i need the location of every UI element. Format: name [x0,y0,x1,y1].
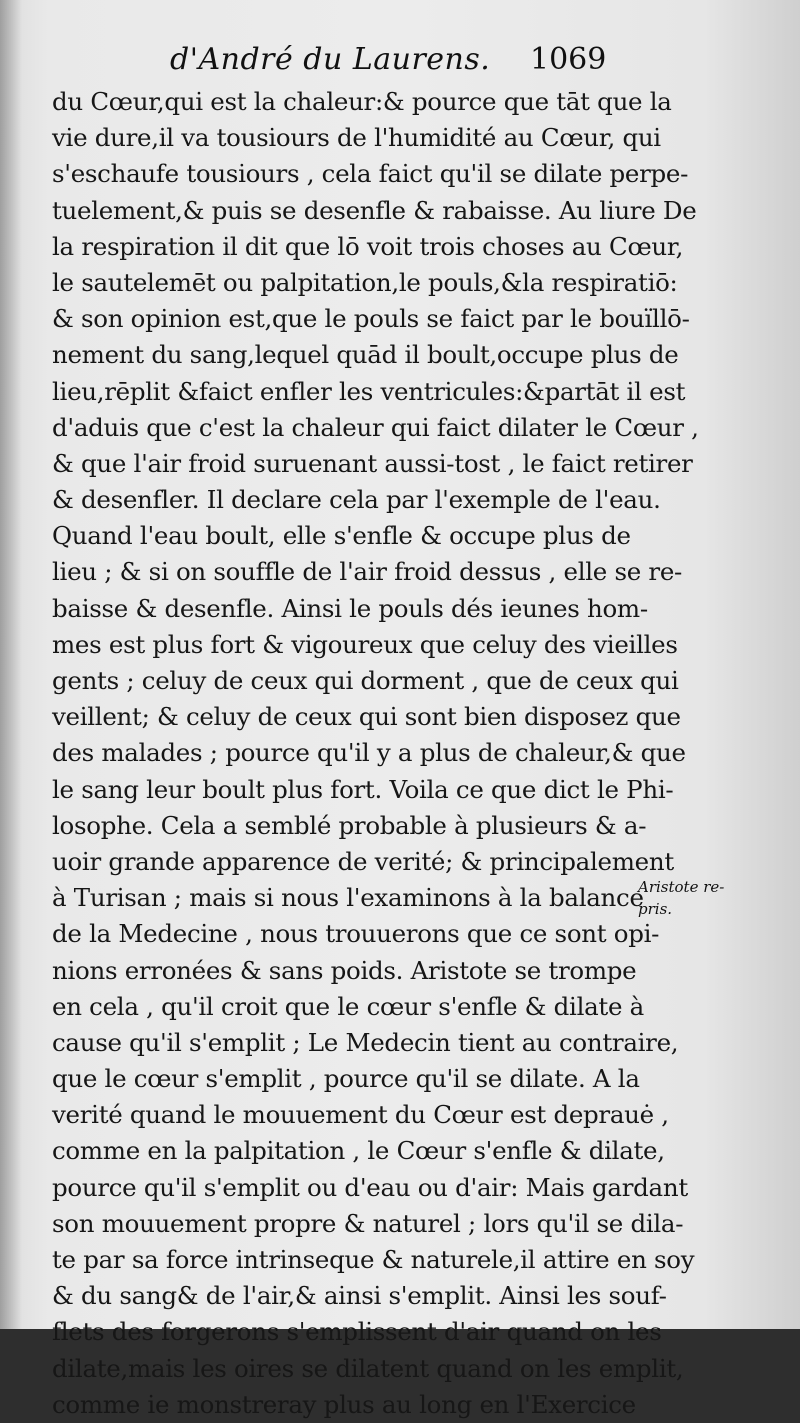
text-line: nement du sang,lequel quād il boult,occupe plus de [52,340,679,370]
text-line: uoir grande apparence de verité; & principalement [52,846,674,876]
text-line: des malades ; pource qu'il y a plus de chaleur,& que [52,738,686,768]
text-line: lieu ; & si on souffle de l'air froid dessus , elle se re- [52,557,683,587]
page-header [0,38,800,88]
text-line: te par sa force intrinseque & naturele,il attire en soy [52,1245,695,1274]
text-line: le sang leur boult plus fort. Voila ce que dict le Phi- [52,774,674,804]
text-line: comme ie monstreray plus au long en l'Exercice [52,1389,636,1419]
text-line: gents ; celuy de ceux qui dorment , que de ceux qui [52,666,679,695]
text-line: baisse & desenfle. Ainsi le pouls dés ieunes hom- [52,593,648,623]
text-line: & que l'air froid suruenant aussi-tost , le faict retirer [52,448,693,478]
text-line: de la Medecine , nous trouuerons que ce sont opi- [52,919,660,949]
text-line: s'eschaufe tousiours , cela faict qu'il se dilate perpe- [52,159,689,189]
text-line: nions erronées & sans poids. Aristote se trompe [52,955,637,985]
text-line: comme en la palpitation , le Cœur s'enfle & dilate, [52,1136,665,1166]
text-line: la respiration il dit que lō voit trois choses au Cœur, [52,231,684,261]
text-line: lieu,rēplit &faict enfler les ventricules:&partāt il est [52,376,686,406]
text-line: que le cœur s'emplit , pource qu'il se dilate. A la [52,1064,640,1094]
text-line: dilate,mais les oires se dilatent quand on les emplit, [52,1353,684,1383]
text-line: vie dure,il va tousiours de l'humidité au Cœur, qui [52,123,661,153]
margin-note [638,876,798,920]
text-line: & son opinion est,que le pouls se faict par le bouïllō- [52,304,690,334]
page-number: 1069 [530,42,607,77]
spine-shadow [0,0,22,1329]
text-line: le sautelemēt ou palpitation,le pouls,&la respiratiō: [52,267,678,297]
running-head: d'André du Laurens. [170,42,491,77]
text-line: à Turisan ; mais si nous l'examinons à la balance [52,883,644,913]
text-line: cause qu'il s'emplit ; Le Medecin tient au contraire, [52,1027,679,1057]
text-line: en cela , qu'il croit que le cœur s'enfle & dilate à [52,991,644,1021]
text-line: veillent; & celuy de ceux qui sont bien disposez que [52,702,681,732]
text-line: verité quand le mouuement du Cœur est deprauė , [52,1100,669,1130]
text-line: d'aduis que c'est la chaleur qui faict dilater le Cœur , [52,412,699,442]
text-line: pource qu'il s'emplit ou d'eau ou d'air: Mais gardant [52,1172,688,1202]
margin-note-line: Aristote re- [638,878,725,896]
text-line: son mouuement propre & naturel ; lors qu'il se dila- [52,1208,684,1238]
text-line: mes est plus fort & vigoureux que celuy des vieilles [52,629,678,659]
margin-note-line: pris. [638,900,673,918]
text-line: losophe. Cela a semblé probable à plusieurs & a- [52,810,647,840]
text-line: tuelement,& puis se desenfle & rabaisse. Au liure De [52,195,697,225]
text-line: flets des forgerons s'emplissent d'air quand on les [52,1317,662,1347]
text-line: & desenfler. Il declare cela par l'exemple de l'eau. [52,485,661,515]
text-line: du Cœur,qui est la chaleur:& pource que tāt que la [52,87,672,116]
text-line: & du sang& de l'air,& ainsi s'emplit. Ainsi les souf- [52,1281,667,1311]
text-line: Quand l'eau boult, elle s'enfle & occupe plus de [52,521,631,551]
